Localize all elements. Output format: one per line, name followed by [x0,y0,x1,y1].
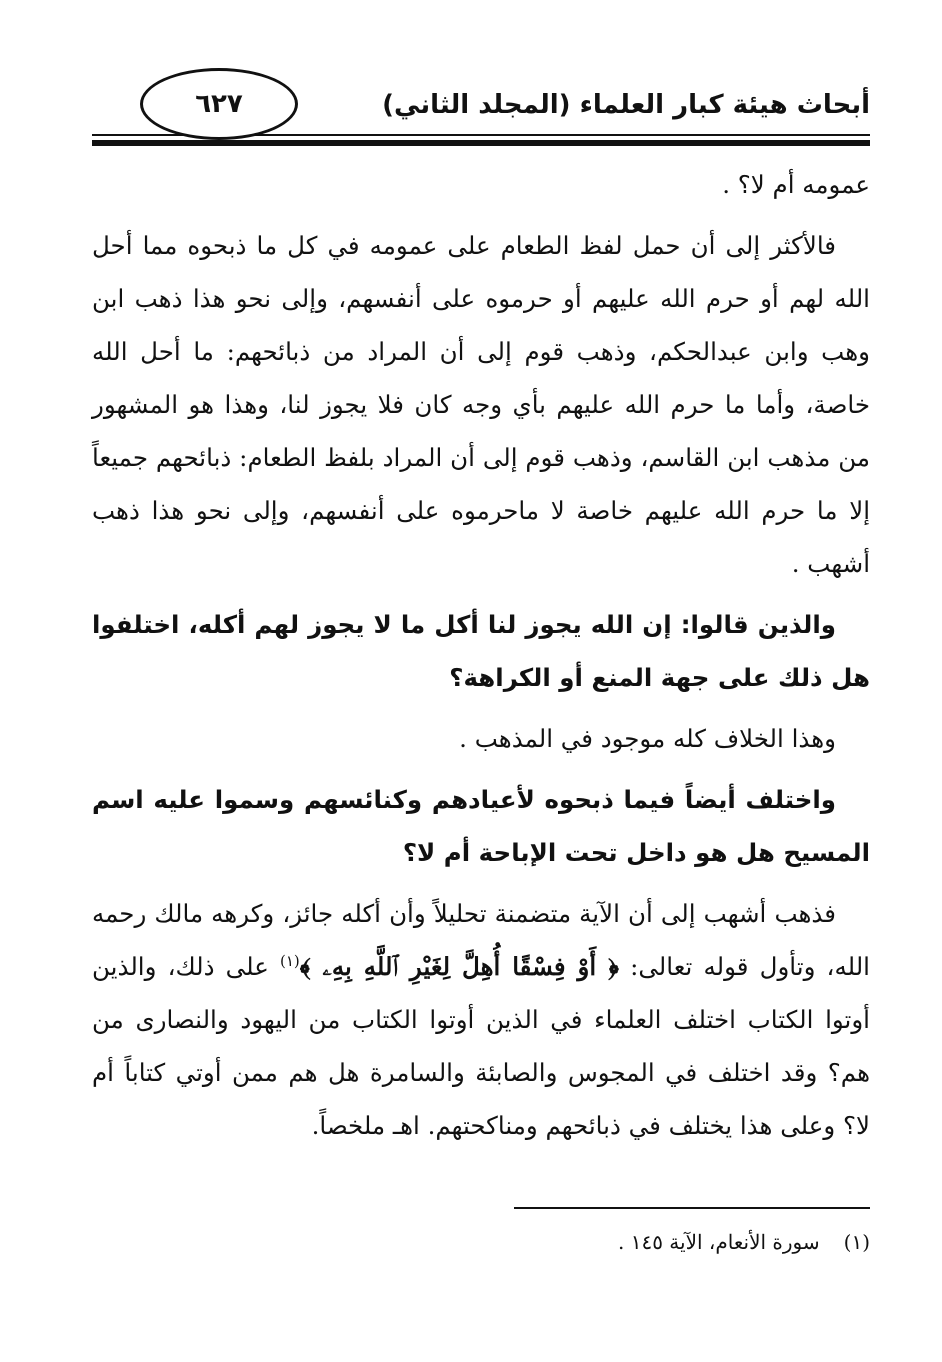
body-text [92,158,870,1160]
footnote-number: (١) [843,1230,870,1254]
paragraph-2: فالأكثر إلى أن حمل لفظ الطعام على عمومه في كل ما ذبحوه مما أحل الله لهم أو حرم الله عليهم أو حرموه على أنفسهم، وإلى نحو هذا ذهب ابن وهب وابن عبدالحكم، وذهب قوم إلى أن المراد من ذبائحهم: ما أحل الله خاصة، وأما ما حرم الله عليهم بأي وجه كان فلا يجوز لنا، وهذا هو المشهور من مذهب ابن القاسم، وذهب قوم إلى أن المراد بلفظ الطعام: ذبائحهم جميعاً إلا ما حرم الله عليهم خاصة لا ماحرموه على أنفسهم، وإلى نحو هذا ذهب أشهب . [92,231,870,578]
footnote-reference[interactable]: (١) [280,951,300,970]
paragraph-4: وهذا الخلاف كله موجود في المذهب . [459,724,836,753]
paragraph-1: عمومه أم لا؟ . [722,170,870,199]
quran-verse: ﴿ أَوْ فِسْقًا أُهِلَّ لِغَيْرِ ٱللَّهِ بِهِۦ ﴾ [299,952,619,981]
header-rule-thick [92,140,870,146]
footnote [618,1230,870,1254]
paragraph-5-heading: واختلف أيضاً فيما ذبحوه لأعيادهم وكنائسهم وسموا عليه اسم المسيح هل هو داخل تحت الإباحة أم لا؟ [92,785,870,867]
paragraph-6-part-a: فذهب أشهب إلى أن الآية متضمنة تحليلاً وأن أكله جائز، وكرهه مالك رحمه الله، وتأول قوله تعالى: [92,899,870,981]
paragraph-6 [92,887,870,1152]
paragraph-3-heading: والذين قالوا: إن الله يجوز لنا أكل ما لا يجوز لهم أكله، اختلفوا هل ذلك على جهة المنع أو الكراهة؟ [92,610,870,692]
book-title: أبحاث هيئة كبار العلماء (المجلد الثاني) [382,90,870,120]
footnote-text: سورة الأنعام، الآية ١٤٥ . [618,1230,820,1254]
footnote-separator [514,1207,870,1209]
page-header [92,66,870,146]
page-number: ٦٢٧ [140,68,298,140]
paragraph-6-part-b: على ذلك، والذين أوتوا الكتاب اختلف العلماء في الذين أوتوا الكتاب من اليهود والنصارى من هم؟ وقد اختلف في المجوس والصابئة والسامرة هل هم ممن أوتي كتاباً أم لا؟ وعلى هذا يختلف في ذبائحهم ومناكحتهم. اهـ ملخصاً. [92,952,870,1140]
